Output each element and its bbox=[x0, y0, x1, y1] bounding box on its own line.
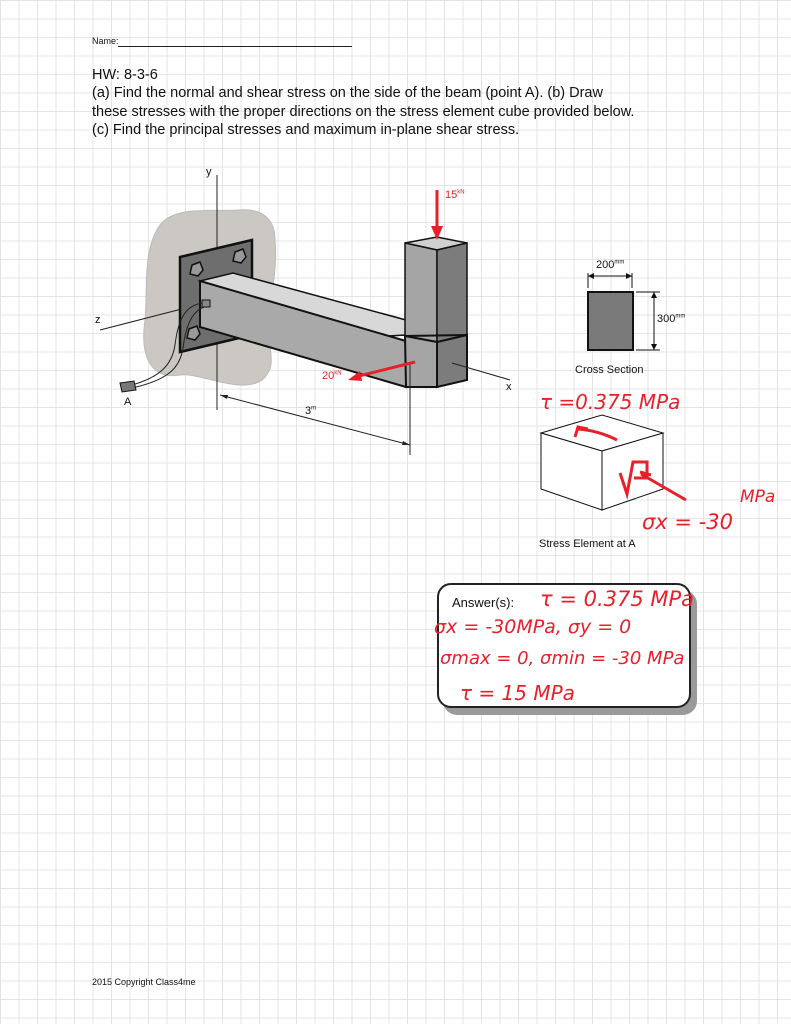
handwritten-normal-stress: σx = -30 bbox=[642, 510, 733, 534]
answer-label: Answer(s): bbox=[452, 595, 515, 610]
axis-z-label: z bbox=[95, 314, 101, 326]
axis-y-label: y bbox=[206, 166, 212, 178]
point-a-label: A bbox=[124, 396, 132, 408]
question-line-a: (a) Find the normal and shear stress on the side of the beam (point A). (b) Draw bbox=[92, 85, 603, 101]
horizontal-load-label: $20^{kN}$ bbox=[322, 370, 342, 382]
copyright-footer: 2015 Copyright Class4me bbox=[92, 977, 196, 987]
answer-line-4: τ = 15 MPa bbox=[460, 681, 575, 705]
homework-title: HW: 8-3-6 bbox=[92, 67, 158, 83]
cross-section-height: $300^{mm}$ bbox=[657, 313, 686, 325]
answer-line-2: σx = -30MPa, σy = 0 bbox=[434, 616, 632, 638]
length-label: 3$^m$ bbox=[305, 405, 317, 417]
handwritten-normal-unit: MPa bbox=[740, 487, 776, 507]
axis-x-label: x bbox=[506, 381, 512, 393]
vertical-load-label: $15^{kN}$ bbox=[445, 189, 465, 201]
cross-section-caption: Cross Section bbox=[575, 364, 644, 376]
question-line-c: (c) Find the principal stresses and maximum in-plane shear stress. bbox=[92, 122, 520, 138]
cross-section-width: $200^{mm}$ bbox=[596, 259, 625, 271]
answer-line-3: σmax = 0, σmin = -30 MPa bbox=[440, 648, 685, 669]
stress-element-caption: Stress Element at A bbox=[539, 538, 636, 550]
handwritten-shear-stress: τ =0.375 MPa bbox=[540, 390, 681, 414]
name-label: Name: bbox=[92, 36, 119, 46]
question-line-b: these stresses with the proper directions on the stress element cube provided below. bbox=[92, 103, 635, 120]
answer-line-1: τ = 0.375 MPa bbox=[540, 587, 695, 611]
